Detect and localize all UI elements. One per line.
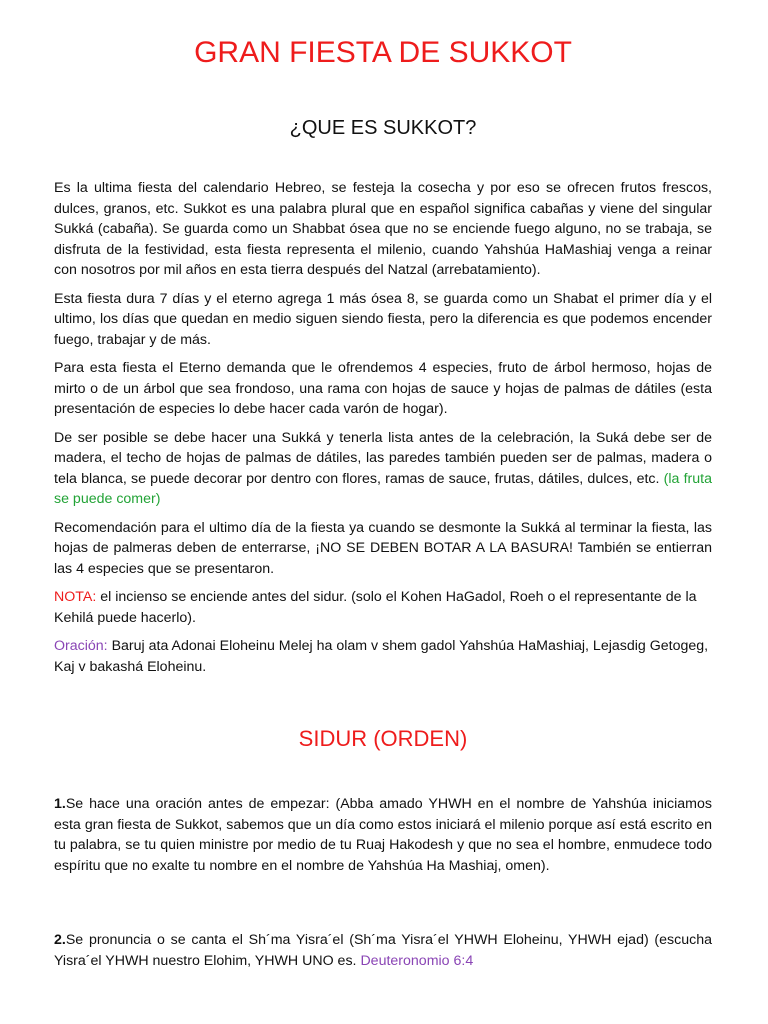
paragraph-nota <box>54 587 712 628</box>
oracion-label: Oración: <box>54 638 108 654</box>
oracion-text: Baruj ata Adonai Eloheinu Melej ha olam v shem gadol Yahshúa HaMashiaj, Lejasdig Getogeg, Kaj v bakashá Eloheinu. <box>54 638 709 675</box>
nota-text: el incienso se enciende antes del sidur. (solo el Kohen HaGadol, Roeh o el representante de la Kehilá puede hacerlo). <box>54 589 697 626</box>
step-2-paragraph <box>54 930 712 971</box>
fruit-note: (la fruta se puede comer) <box>54 470 712 507</box>
sukka-text: De ser posible se debe hacer una Sukká y tenerla lista antes de la celebración, la Suká debe ser de madera, el techo de hojas de palmas de dátiles, las paredes también pueden ser de palmas, madera o tela blanca, se puede decorar por dentro con flores, ramas de sauce, frutas, dátiles, dulces, etc. <box>54 429 712 487</box>
paragraph-sukka <box>54 428 712 510</box>
page-subtitle: ¿QUE ES SUKKOT? <box>289 117 477 139</box>
step-1-text: Se hace una oración antes de empezar: (Abba amado YHWH en el nombre de Yahshúa iniciamos esta gran fiesta de Sukkot, sabemos que un día como estos iniciará el milenio porque así está escrito en tu palabra, se tu quien ministre por medio de tu Ruaj Hakodesh y que no sea el hombre, enmudece todo espíritu que no exalte tu nombre en el nombre de Yahshúa Ha Mashiaj, omen). <box>54 796 712 874</box>
step-2-text: Se pronuncia o se canta el Sh´ma Yisra´el (Sh´ma Yisra´el YHWH Eloheinu, YHWH ejad) (escucha Yisra´el YHWH nuestro Elohim, YHWH UNO es. <box>54 932 712 969</box>
step-2 <box>54 930 712 979</box>
nota-label: NOTA: <box>54 589 97 605</box>
paragraph-duration: Esta fiesta dura 7 días y el eterno agrega 1 más ósea 8, se guarda como un Shabat el primer día y el ultimo, los días que quedan en medio siguen siendo fiesta, pero la diferencia es que podemos encender fuego, trabajar y de más. <box>54 290 712 348</box>
step-1-number: 1. <box>54 796 66 812</box>
step-2-number: 2. <box>54 932 66 948</box>
step-1 <box>54 794 712 884</box>
step-2-reference: Deuteronomio 6:4 <box>360 952 474 969</box>
paragraph-oracion <box>54 636 712 677</box>
paragraph-recommendation: Recomendación para el ultimo día de la fiesta ya cuando se desmonte la Sukká al terminar la fiesta, las hojas de palmeras deben de enterrarse, ¡NO SE DEBEN BOTAR A LA BASURA! También se entierran las 4 especies que se presentaron. <box>54 519 712 577</box>
section-title-sidur: SIDUR (ORDEN) <box>298 726 468 751</box>
paragraph-species: Para esta fiesta el Eterno demanda que le ofrendemos 4 especies, fruto de árbol hermoso, hojas de mirto o de un árbol que sea frondoso, una rama con hojas de sauce y hojas de palmas de dátiles (esta presentación de especies lo debe hacer cada varón de hogar). <box>54 360 712 417</box>
page-title: GRAN FIESTA DE SUKKOT <box>194 36 572 69</box>
step-1-paragraph <box>54 794 712 876</box>
paragraph-intro: Es la ultima fiesta del calendario Hebreo, se festeja la cosecha y por eso se ofrecen frutos frescos, dulces, granos, etc. Sukkot es una palabra plural que en español significa cabañas y viene del singular Sukká (cabaña). Se guarda como un Shabbat ósea que no se enciende fuego alguno, no se trabaja, se disfruta de la festividad, esta fiesta representa el milenio, cuando Yahshúa HaMashiaj venga a reinar con nosotros por mil años en esta tierra después del Natzal (arrebatamiento). <box>54 180 712 278</box>
intro-section <box>54 178 712 685</box>
